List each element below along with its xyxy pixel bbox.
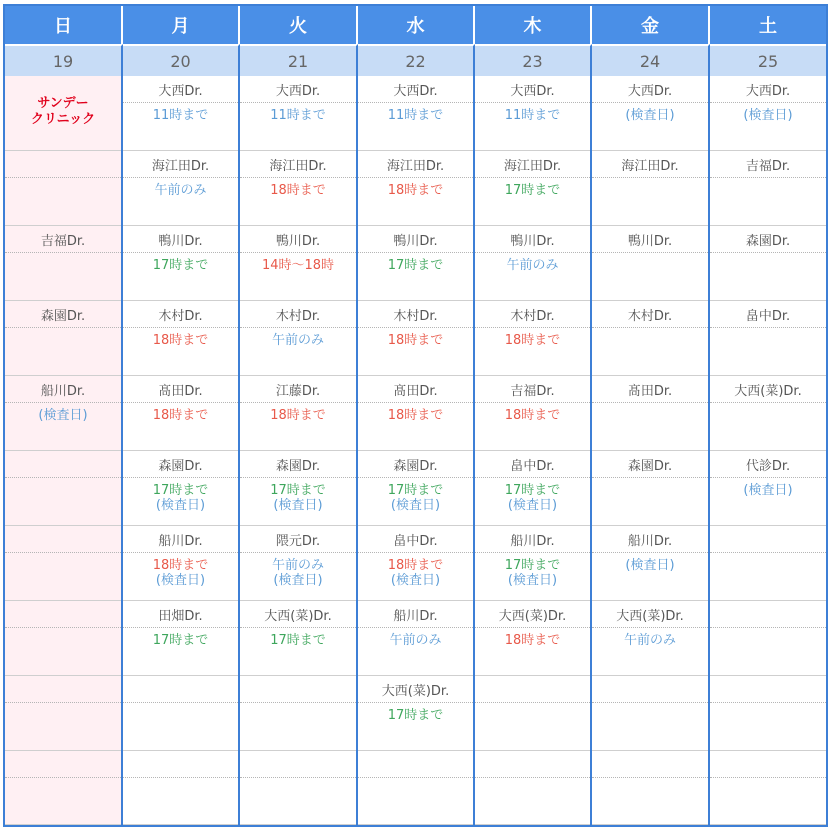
doctor-name bbox=[123, 751, 238, 778]
doctor-name: 大西Dr. bbox=[710, 76, 826, 103]
schedule-slot bbox=[5, 376, 121, 451]
schedule-slot bbox=[710, 601, 826, 676]
doctor-name bbox=[358, 751, 473, 778]
day-column-fri bbox=[592, 76, 710, 825]
slot-notes bbox=[358, 478, 473, 513]
slot-notes bbox=[5, 178, 121, 183]
slot-note: 17時まで bbox=[152, 483, 209, 498]
slot-notes bbox=[123, 478, 238, 513]
slot-notes bbox=[123, 778, 238, 783]
slot-notes bbox=[240, 253, 356, 273]
slot-note: (検査日) bbox=[390, 498, 441, 513]
slot-notes bbox=[475, 553, 590, 588]
slot-note: 14時〜18時 bbox=[261, 258, 335, 273]
slot-notes bbox=[123, 553, 238, 588]
doctor-name bbox=[475, 751, 590, 778]
day-column-thu bbox=[475, 76, 592, 825]
schedule-slot bbox=[592, 751, 708, 825]
schedule-slot bbox=[123, 526, 238, 601]
slot-note: 18時まで bbox=[152, 333, 209, 348]
slot-note: 午前のみ bbox=[389, 633, 442, 648]
schedule-slot bbox=[123, 151, 238, 226]
doctor-name: 船川Dr. bbox=[475, 526, 590, 553]
schedule-slot bbox=[123, 601, 238, 676]
doctor-name: 木村Dr. bbox=[240, 301, 356, 328]
doctor-name bbox=[5, 526, 121, 553]
schedule-slot bbox=[710, 451, 826, 526]
slot-notes bbox=[358, 253, 473, 273]
schedule-slot bbox=[5, 76, 121, 151]
doctor-name bbox=[710, 751, 826, 778]
schedule-slot bbox=[475, 451, 590, 526]
slot-notes bbox=[240, 328, 356, 348]
schedule-slot bbox=[5, 601, 121, 676]
schedule-slot bbox=[5, 526, 121, 601]
schedule-slot bbox=[475, 376, 590, 451]
doctor-name: 木村Dr. bbox=[123, 301, 238, 328]
day-column-mon bbox=[123, 76, 240, 825]
slot-notes bbox=[5, 253, 121, 258]
slot-note: (検査日) bbox=[743, 108, 793, 123]
slot-note: (検査日) bbox=[625, 558, 675, 573]
slot-notes bbox=[475, 703, 590, 708]
slot-notes bbox=[592, 628, 708, 648]
doctor-name: 畠中Dr. bbox=[475, 451, 590, 478]
schedule-slot bbox=[5, 151, 121, 226]
schedule-slot bbox=[5, 676, 121, 751]
schedule-slot bbox=[240, 376, 356, 451]
doctor-name: 大西Dr. bbox=[592, 76, 708, 103]
schedule-slot bbox=[710, 751, 826, 825]
slot-note: (検査日) bbox=[273, 498, 323, 513]
slot-notes bbox=[592, 703, 708, 708]
slot-note: 17時まで bbox=[152, 633, 209, 648]
slot-note: 18時まで bbox=[504, 333, 561, 348]
schedule-slot bbox=[710, 151, 826, 226]
schedule-slot bbox=[358, 301, 473, 376]
clinic-label-line2: クリニック bbox=[30, 112, 96, 127]
doctor-name: 船川Dr. bbox=[5, 376, 121, 403]
slot-notes bbox=[123, 253, 238, 273]
date-cell-tue: 21 bbox=[240, 44, 358, 76]
schedule-slot bbox=[475, 676, 590, 751]
schedule-slot bbox=[240, 601, 356, 676]
slot-notes bbox=[475, 403, 590, 423]
doctor-name: 大西Dr. bbox=[240, 76, 356, 103]
doctor-name bbox=[710, 601, 826, 628]
slot-note: 17時まで bbox=[152, 258, 209, 273]
slot-notes bbox=[592, 103, 708, 123]
doctor-name bbox=[123, 676, 238, 703]
slot-notes bbox=[123, 403, 238, 423]
doctor-name: 髙田Dr. bbox=[123, 376, 238, 403]
doctor-name: 代診Dr. bbox=[710, 451, 826, 478]
schedule-slot bbox=[240, 226, 356, 301]
schedule-slot bbox=[475, 301, 590, 376]
slot-notes bbox=[5, 703, 121, 708]
slot-note: 18時まで bbox=[387, 183, 444, 198]
clinic-label-line1: サンデー bbox=[37, 96, 89, 111]
doctor-name: 森園Dr. bbox=[358, 451, 473, 478]
weekday-header-row bbox=[5, 6, 826, 44]
schedule-slot bbox=[5, 301, 121, 376]
slot-notes bbox=[240, 478, 356, 513]
slot-notes bbox=[5, 628, 121, 633]
doctor-name: 大西(菜)Dr. bbox=[592, 601, 708, 628]
slot-note: 11時まで bbox=[387, 108, 444, 123]
weekday-fri: 金 bbox=[592, 6, 710, 44]
schedule-slot bbox=[5, 751, 121, 825]
doctor-name: 大西Dr. bbox=[475, 76, 590, 103]
day-column-wed bbox=[358, 76, 475, 825]
slot-note: 17時まで bbox=[270, 483, 326, 498]
doctor-name: 田畑Dr. bbox=[123, 601, 238, 628]
slot-notes bbox=[475, 178, 590, 198]
slot-note: 午前のみ bbox=[506, 258, 559, 273]
weekday-sun: 日 bbox=[5, 6, 123, 44]
slot-notes bbox=[475, 478, 590, 513]
schedule-slot bbox=[240, 76, 356, 151]
slot-notes bbox=[123, 178, 238, 198]
slot-note: 17時まで bbox=[504, 483, 561, 498]
doctor-name: 隈元Dr. bbox=[240, 526, 356, 553]
slot-note: (検査日) bbox=[390, 573, 441, 588]
schedule-slot bbox=[475, 226, 590, 301]
doctor-name: 大西(菜)Dr. bbox=[358, 676, 473, 703]
schedule-slot bbox=[240, 676, 356, 751]
date-cell-sat: 25 bbox=[710, 44, 826, 76]
slot-notes bbox=[710, 403, 826, 408]
doctor-name: 森園Dr. bbox=[592, 451, 708, 478]
schedule-slot bbox=[592, 676, 708, 751]
doctor-name bbox=[5, 151, 121, 178]
date-cell-thu: 23 bbox=[475, 44, 592, 76]
schedule-slot bbox=[710, 676, 826, 751]
slot-note: 17時まで bbox=[387, 708, 444, 723]
slot-notes bbox=[5, 553, 121, 558]
doctor-name: 鴨川Dr. bbox=[358, 226, 473, 253]
schedule-slot bbox=[475, 526, 590, 601]
doctor-name: 船川Dr. bbox=[358, 601, 473, 628]
slot-note: 17時まで bbox=[387, 483, 444, 498]
slot-notes bbox=[240, 703, 356, 708]
slot-notes bbox=[710, 628, 826, 633]
slot-notes bbox=[710, 478, 826, 498]
slot-notes bbox=[710, 178, 826, 183]
slot-note: 18時まで bbox=[504, 633, 561, 648]
schedule-slot bbox=[710, 376, 826, 451]
schedule-slot bbox=[358, 226, 473, 301]
date-cell-wed: 22 bbox=[358, 44, 475, 76]
schedule-slot bbox=[358, 526, 473, 601]
slot-notes bbox=[710, 103, 826, 123]
doctor-name bbox=[5, 676, 121, 703]
doctor-name: 吉福Dr. bbox=[475, 376, 590, 403]
slot-notes bbox=[240, 553, 356, 588]
doctor-name: 船川Dr. bbox=[123, 526, 238, 553]
doctor-name: 船川Dr. bbox=[592, 526, 708, 553]
slot-notes bbox=[592, 478, 708, 483]
slot-notes bbox=[5, 403, 121, 423]
doctor-name: 大西Dr. bbox=[358, 76, 473, 103]
doctor-name bbox=[5, 751, 121, 778]
slot-notes bbox=[592, 328, 708, 333]
slot-notes bbox=[710, 703, 826, 708]
slot-notes bbox=[358, 328, 473, 348]
slot-note: 18時まで bbox=[387, 333, 444, 348]
slot-note: (検査日) bbox=[507, 498, 558, 513]
slot-notes bbox=[5, 778, 121, 783]
schedule-slot bbox=[592, 451, 708, 526]
slot-note: 18時まで bbox=[152, 408, 209, 423]
slot-notes bbox=[475, 628, 590, 648]
date-cell-sun: 19 bbox=[5, 44, 123, 76]
schedule-slot bbox=[592, 151, 708, 226]
schedule-slot bbox=[240, 451, 356, 526]
schedule-slot bbox=[123, 301, 238, 376]
schedule-slot bbox=[123, 376, 238, 451]
slot-notes bbox=[710, 553, 826, 558]
doctor-name: 大西(菜)Dr. bbox=[240, 601, 356, 628]
slot-note: 午前のみ bbox=[271, 558, 324, 573]
doctor-name: 木村Dr. bbox=[475, 301, 590, 328]
schedule-slot bbox=[710, 301, 826, 376]
doctor-name: 髙田Dr. bbox=[592, 376, 708, 403]
slot-notes bbox=[358, 403, 473, 423]
doctor-name: 江藤Dr. bbox=[240, 376, 356, 403]
slot-note: 午前のみ bbox=[154, 183, 207, 198]
slot-notes bbox=[240, 778, 356, 783]
schedule-slot bbox=[240, 301, 356, 376]
slot-note: 17時まで bbox=[387, 258, 444, 273]
schedule-slot bbox=[358, 751, 473, 825]
slot-notes bbox=[358, 178, 473, 198]
doctor-name bbox=[5, 601, 121, 628]
slot-note: (検査日) bbox=[155, 573, 206, 588]
slot-notes bbox=[710, 253, 826, 258]
schedule-slot bbox=[240, 526, 356, 601]
slot-notes bbox=[475, 103, 590, 123]
weekly-doctor-schedule bbox=[3, 4, 828, 827]
schedule-slot bbox=[123, 226, 238, 301]
slot-notes bbox=[123, 103, 238, 123]
doctor-name: 吉福Dr. bbox=[710, 151, 826, 178]
schedule-slot bbox=[123, 676, 238, 751]
weekday-wed: 水 bbox=[358, 6, 475, 44]
slot-note: 午前のみ bbox=[623, 633, 676, 648]
schedule-slot bbox=[358, 151, 473, 226]
schedule-slot bbox=[358, 376, 473, 451]
slot-notes bbox=[123, 703, 238, 708]
doctor-name: 海江田Dr. bbox=[475, 151, 590, 178]
slot-notes bbox=[123, 628, 238, 648]
slot-note: 18時まで bbox=[152, 558, 209, 573]
doctor-name: 大西(菜)Dr. bbox=[710, 376, 826, 403]
schedule-slot bbox=[358, 76, 473, 151]
schedule-slot bbox=[5, 451, 121, 526]
schedule-slot bbox=[710, 76, 826, 151]
slot-notes bbox=[592, 403, 708, 408]
slot-note: (検査日) bbox=[743, 483, 793, 498]
doctor-name: 海江田Dr. bbox=[240, 151, 356, 178]
slot-note: 18時まで bbox=[270, 183, 326, 198]
doctor-name bbox=[710, 676, 826, 703]
slot-note: (検査日) bbox=[273, 573, 323, 588]
slot-note: 11時まで bbox=[152, 108, 209, 123]
doctor-name: 木村Dr. bbox=[592, 301, 708, 328]
slot-note: (検査日) bbox=[625, 108, 675, 123]
doctor-name bbox=[240, 676, 356, 703]
slot-notes bbox=[475, 253, 590, 273]
schedule-slot bbox=[358, 451, 473, 526]
slot-notes bbox=[240, 403, 356, 423]
slot-notes bbox=[710, 778, 826, 783]
slot-notes bbox=[592, 253, 708, 258]
schedule-slot bbox=[475, 76, 590, 151]
day-column-sat bbox=[710, 76, 826, 825]
slot-notes bbox=[240, 103, 356, 123]
slot-notes bbox=[5, 478, 121, 483]
doctor-name: 吉福Dr. bbox=[5, 226, 121, 253]
day-column-sun bbox=[5, 76, 123, 825]
slot-notes bbox=[592, 178, 708, 183]
slot-note: (検査日) bbox=[155, 498, 206, 513]
doctor-name: 鴨川Dr. bbox=[592, 226, 708, 253]
schedule-slot bbox=[358, 676, 473, 751]
doctor-name: 森園Dr. bbox=[5, 301, 121, 328]
weekday-thu: 木 bbox=[475, 6, 592, 44]
schedule-body bbox=[5, 76, 826, 825]
slot-note: 17時まで bbox=[270, 633, 326, 648]
doctor-name bbox=[5, 451, 121, 478]
slot-note: 17時まで bbox=[504, 183, 561, 198]
slot-note: 17時まで bbox=[504, 558, 561, 573]
slot-note: (検査日) bbox=[507, 573, 558, 588]
schedule-slot bbox=[592, 376, 708, 451]
doctor-name bbox=[475, 676, 590, 703]
schedule-slot bbox=[5, 226, 121, 301]
weekday-mon: 月 bbox=[123, 6, 240, 44]
doctor-name: 森園Dr. bbox=[710, 226, 826, 253]
doctor-name: 鴨川Dr. bbox=[475, 226, 590, 253]
doctor-name bbox=[592, 751, 708, 778]
slot-notes bbox=[358, 778, 473, 783]
schedule-slot bbox=[710, 226, 826, 301]
day-column-tue bbox=[240, 76, 358, 825]
slot-note: 11時まで bbox=[504, 108, 561, 123]
slot-notes bbox=[475, 778, 590, 783]
doctor-name: 海江田Dr. bbox=[123, 151, 238, 178]
doctor-name: 髙田Dr. bbox=[358, 376, 473, 403]
doctor-name: 大西(菜)Dr. bbox=[475, 601, 590, 628]
schedule-slot bbox=[710, 526, 826, 601]
doctor-name bbox=[710, 526, 826, 553]
slot-notes bbox=[358, 703, 473, 723]
schedule-slot bbox=[240, 151, 356, 226]
schedule-slot bbox=[592, 226, 708, 301]
doctor-name: 大西Dr. bbox=[123, 76, 238, 103]
slot-note: 18時まで bbox=[387, 558, 444, 573]
doctor-name bbox=[240, 751, 356, 778]
doctor-name: 森園Dr. bbox=[123, 451, 238, 478]
slot-note: 18時まで bbox=[387, 408, 444, 423]
slot-notes bbox=[240, 178, 356, 198]
slot-notes bbox=[358, 103, 473, 123]
weekday-sat: 土 bbox=[710, 6, 826, 44]
slot-note: (検査日) bbox=[38, 408, 88, 423]
schedule-slot bbox=[475, 151, 590, 226]
slot-note: 11時まで bbox=[270, 108, 326, 123]
slot-notes bbox=[358, 553, 473, 588]
schedule-slot bbox=[592, 76, 708, 151]
slot-note: 18時まで bbox=[270, 408, 326, 423]
schedule-slot bbox=[123, 76, 238, 151]
slot-notes bbox=[592, 553, 708, 573]
slot-notes bbox=[240, 628, 356, 648]
schedule-slot bbox=[592, 526, 708, 601]
slot-note: 18時まで bbox=[504, 408, 561, 423]
schedule-slot bbox=[475, 601, 590, 676]
doctor-name: 畠中Dr. bbox=[358, 526, 473, 553]
doctor-name: 木村Dr. bbox=[358, 301, 473, 328]
slot-notes bbox=[475, 328, 590, 348]
schedule-slot bbox=[592, 601, 708, 676]
weekday-tue: 火 bbox=[240, 6, 358, 44]
date-cell-mon: 20 bbox=[123, 44, 240, 76]
slot-notes bbox=[5, 328, 121, 333]
slot-notes bbox=[358, 628, 473, 648]
doctor-name: 鴨川Dr. bbox=[240, 226, 356, 253]
date-cell-fri: 24 bbox=[592, 44, 710, 76]
date-row bbox=[5, 44, 826, 76]
schedule-slot bbox=[123, 451, 238, 526]
doctor-name: 畠中Dr. bbox=[710, 301, 826, 328]
doctor-name: 海江田Dr. bbox=[592, 151, 708, 178]
schedule-slot bbox=[240, 751, 356, 825]
doctor-name bbox=[592, 676, 708, 703]
schedule-slot bbox=[592, 301, 708, 376]
doctor-name: 鴨川Dr. bbox=[123, 226, 238, 253]
sunday-clinic-label bbox=[5, 96, 121, 128]
schedule-slot bbox=[358, 601, 473, 676]
slot-notes bbox=[592, 778, 708, 783]
slot-notes bbox=[123, 328, 238, 348]
doctor-name: 森園Dr. bbox=[240, 451, 356, 478]
slot-note: 午前のみ bbox=[271, 333, 324, 348]
slot-notes bbox=[710, 328, 826, 333]
schedule-slot bbox=[475, 751, 590, 825]
doctor-name: 海江田Dr. bbox=[358, 151, 473, 178]
schedule-slot bbox=[123, 751, 238, 825]
